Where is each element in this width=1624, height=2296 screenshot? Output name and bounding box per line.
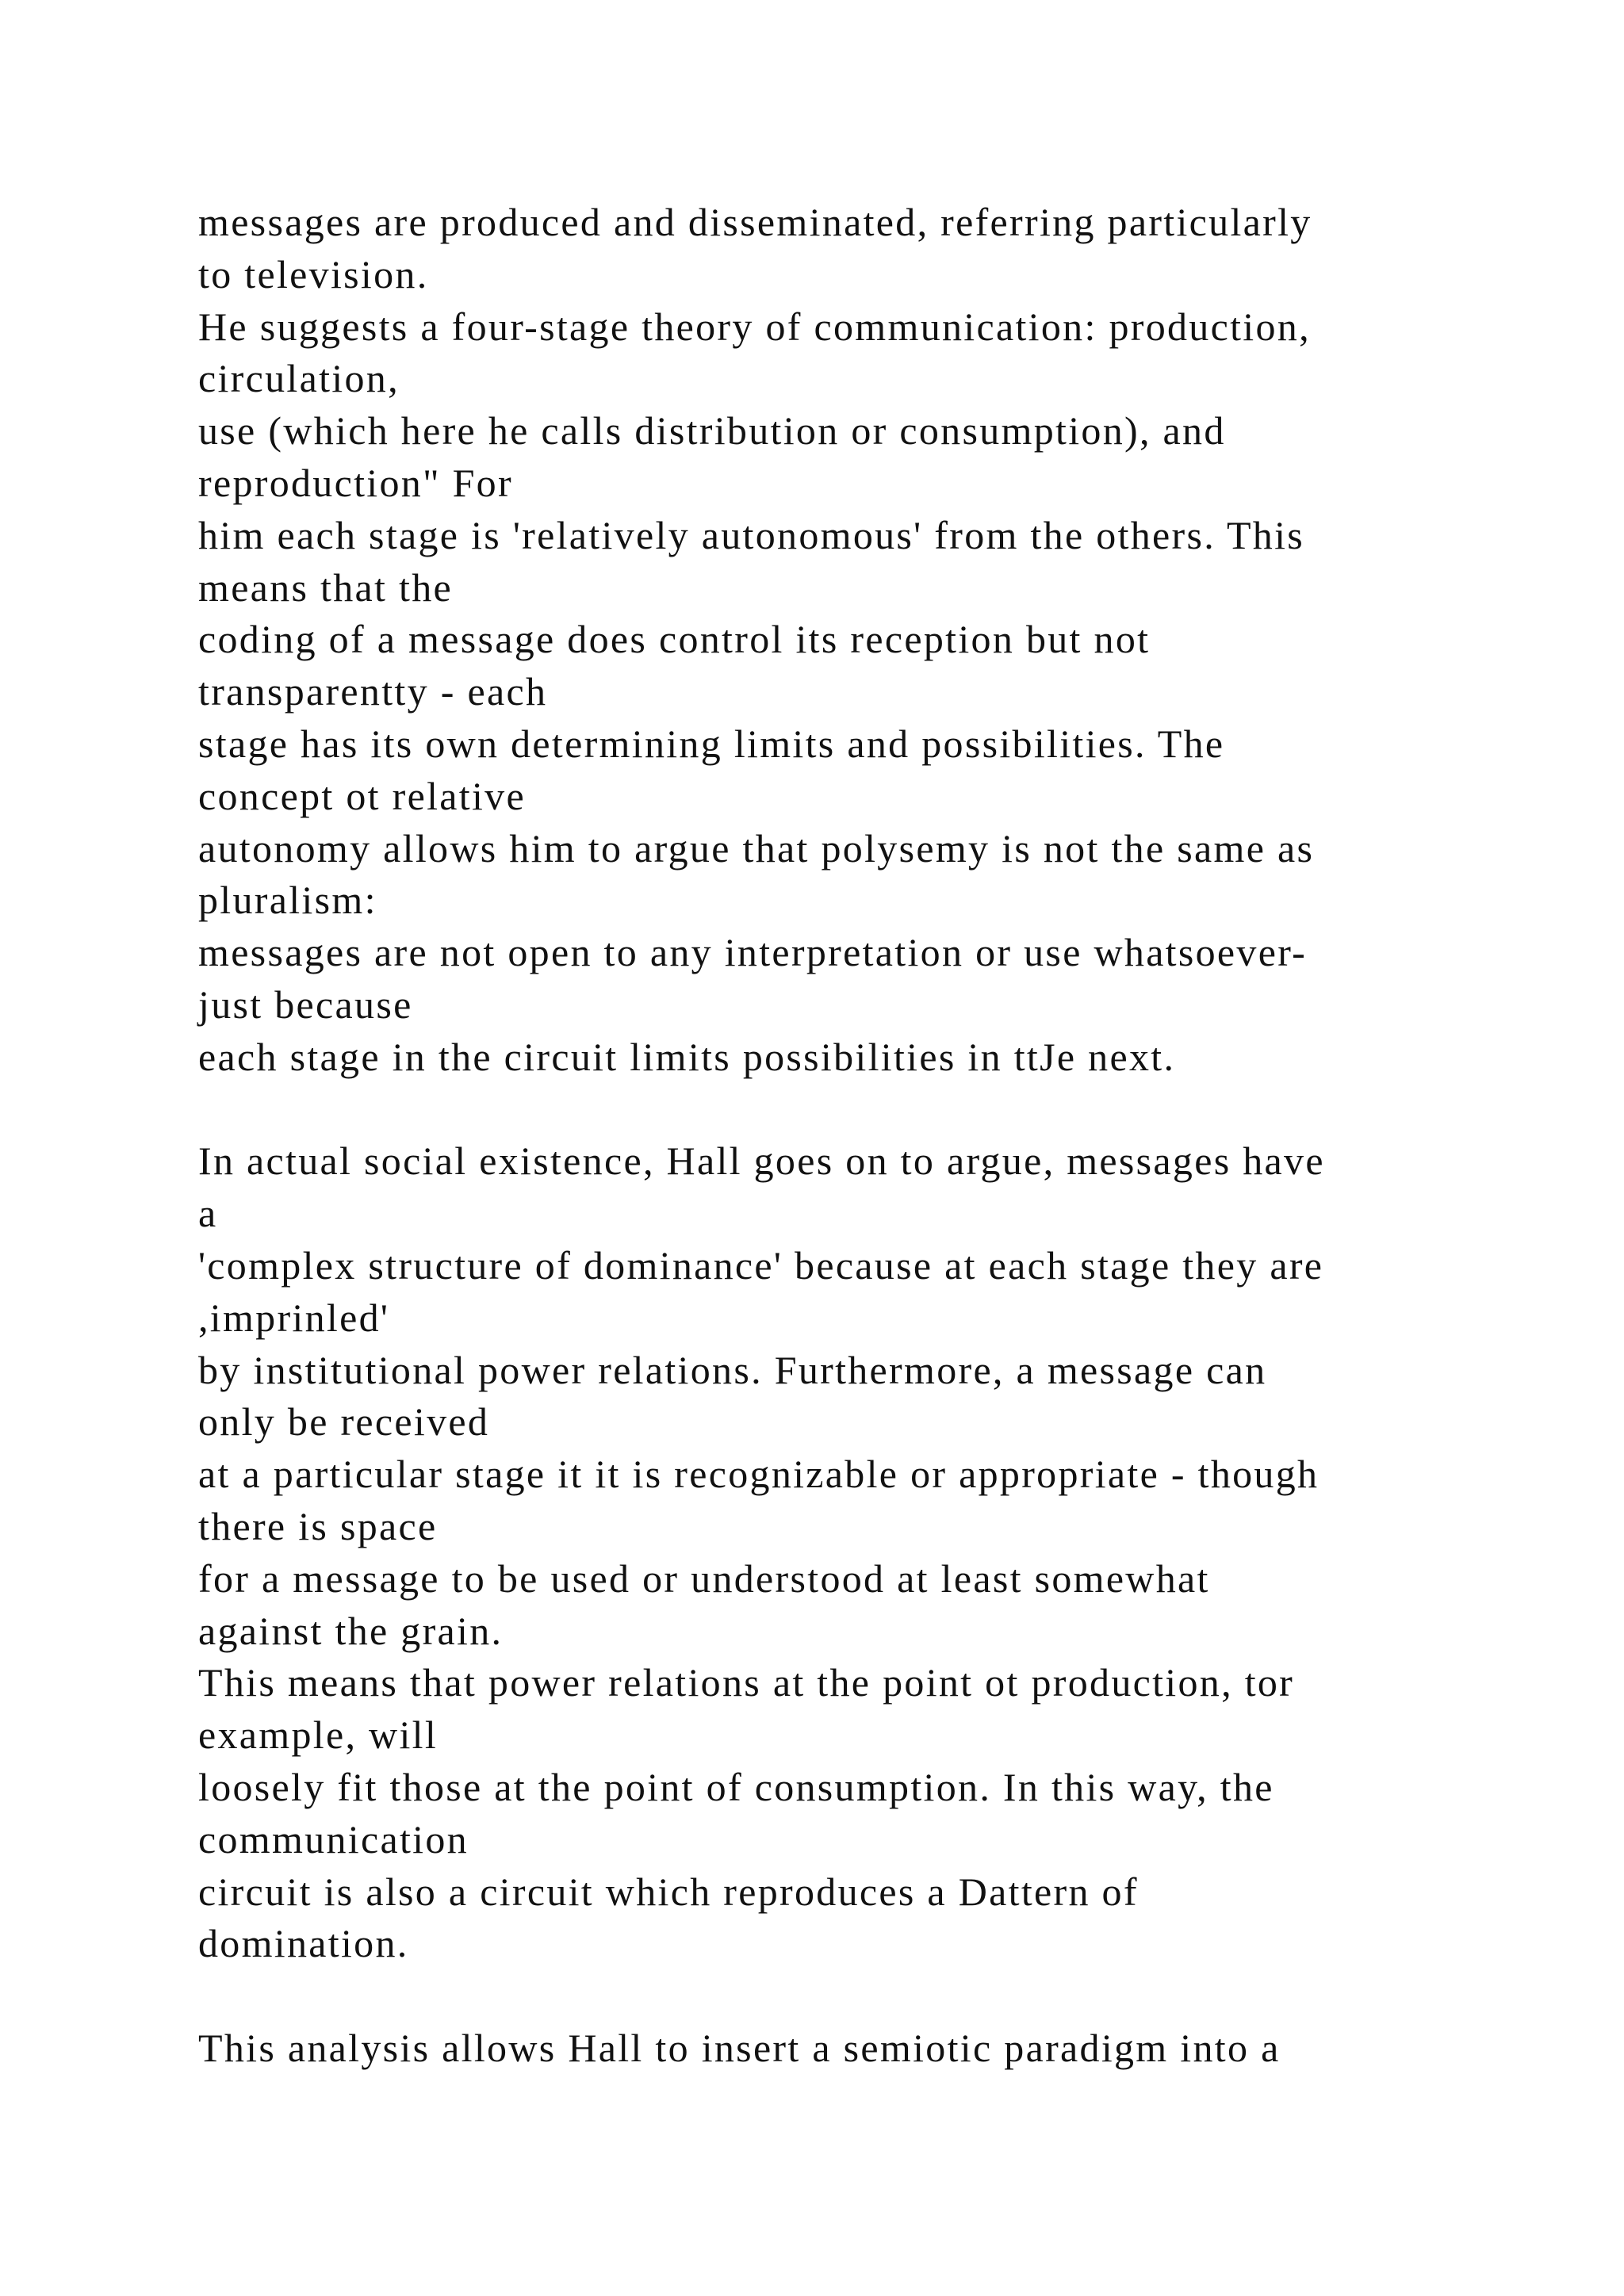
- text-line: for a message to be used or understood at least somewhat: [198, 1556, 1210, 1601]
- text-line: at a particular stage it it is recognizable or appropriate - though: [198, 1452, 1320, 1497]
- text-line: loosely fit those at the point of consumption. In this way, the: [198, 1764, 1274, 1809]
- text-line: him each stage is 'relatively autonomous' from the others. This: [198, 512, 1305, 557]
- text-line: This means that power relations at the point ot production, tor: [198, 1660, 1295, 1705]
- text-line: a: [198, 1191, 218, 1236]
- text-line: autonomy allows him to argue that polysemy is not the same as: [198, 825, 1315, 871]
- text-line: messages are not open to any interpretation or use whatsoever-: [198, 930, 1308, 975]
- text-line: just because: [198, 982, 413, 1027]
- text-line: domination.: [198, 1921, 409, 1966]
- text-line: 'complex structure of dominance' because at each stage they are: [198, 1242, 1324, 1288]
- text-line: communication: [198, 1816, 469, 1862]
- text-line: to television.: [198, 251, 429, 297]
- text-line: use (which here he calls distribution or consumption), and: [198, 408, 1226, 453]
- document-body: [198, 197, 1594, 2075]
- text-line: circuit is also a circuit which reproduces a Dattern of: [198, 1869, 1139, 1914]
- text-line: In actual social existence, Hall goes on to argue, messages have: [198, 1138, 1325, 1184]
- text-line: reproduction" For: [198, 460, 513, 505]
- text-line: stage has its own determining limits and possibilities. The: [198, 721, 1225, 766]
- text-line: by institutional power relations. Furthermore, a message can: [198, 1347, 1267, 1392]
- text-line: coding of a message does control its reception but not: [198, 617, 1151, 662]
- text-line: This analysis allows Hall to insert a semiotic paradigm into a: [198, 2025, 1281, 2070]
- text-line: only be received: [198, 1399, 490, 1445]
- text-line: example, will: [198, 1712, 439, 1758]
- text-line: transparentty - each: [198, 669, 548, 714]
- text-line: ,imprinled': [198, 1295, 390, 1340]
- text-line: concept ot relative: [198, 773, 526, 818]
- paragraph-break: [198, 1084, 1594, 1136]
- text-line: messages are produced and disseminated, referring particularly: [198, 200, 1312, 244]
- text-line: means that the: [198, 564, 453, 610]
- text-line: He suggests a four-stage theory of communication: production,: [198, 304, 1311, 349]
- text-line: against the grain.: [198, 1608, 504, 1653]
- text-line: each stage in the circuit limits possibilities in ttJe next.: [198, 1034, 1176, 1079]
- text-line: circulation,: [198, 356, 400, 401]
- paragraph-break: [198, 1970, 1594, 2022]
- text-line: pluralism:: [198, 878, 377, 923]
- text-line: there is space: [198, 1503, 438, 1548]
